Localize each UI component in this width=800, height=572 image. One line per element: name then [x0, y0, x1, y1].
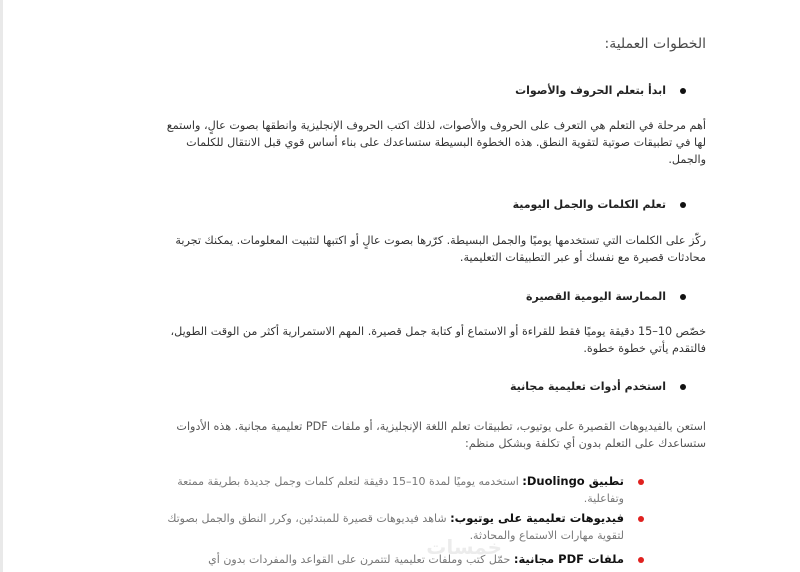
- step-heading-text: الممارسة اليومية القصيرة: [525, 290, 666, 303]
- red-bullet-icon: [638, 557, 644, 563]
- step-paragraph: خصّص 10–15 دقيقة يوميًا فقط للقراءة أو الاستماع أو كتابة جمل قصيرة. المهم الاستمرارية أكثر من الوقت الطويل، فالتقدم يأتي خطوة خطوة.: [170, 325, 706, 355]
- tool-name: تطبيق Duolingo:: [522, 474, 624, 488]
- step-heading-text: تعلم الكلمات والجمل اليومية: [512, 198, 666, 211]
- bullet-icon: [680, 294, 686, 300]
- watermark-logo: خمسات: [426, 535, 502, 559]
- page-edge: [0, 0, 3, 572]
- step-heading: [153, 290, 706, 303]
- tool-description: استخدمه يوميًا لمدة 10–15 دقيقة لتعلم كلمات وجمل جديدة بطريقة ممتعة وتفاعلية.: [177, 475, 624, 505]
- tool-name: ملفات PDF مجانية:: [513, 552, 624, 566]
- step-paragraph: استعن بالفيديوهات القصيرة على يوتيوب، تطبيقات تعلم اللغة الإنجليزية، أو ملفات PDF تعليمية مجانية. هذه الأدوات ستساعدك على التعلم بدون أي تكلفة وبشكل منظم:: [176, 420, 706, 450]
- tool-description: حمّل كتب وملفات تعليمية لتتمرن على القواعد والمفردات بدون أي: [208, 553, 511, 566]
- bullet-icon: [680, 88, 686, 94]
- step-heading-text: ابدأ بتعلم الحروف والأصوات: [515, 84, 666, 97]
- step-paragraph: أهم مرحلة في التعلم هي التعرف على الحروف والأصوات، لذلك اكتب الحروف الإنجليزية وانطقها بصوت عالٍ، واستمع لها في تطبيقات صوتية لتقوية النطق. هذه الخطوة البسيطة ستساعدك على بناء أساس قوي قبل الانتقال للكلمات والجمل.: [166, 119, 706, 166]
- tool-name: فيديوهات تعليمية على يوتيوب:: [450, 511, 624, 525]
- tool-description: شاهد فيديوهات قصيرة للمبتدئين، وكرر النطق والجمل بصوتك لتقوية مهارات الاستماع والمحادثة.: [167, 512, 624, 542]
- step-heading: [153, 84, 706, 97]
- red-bullet-icon: [638, 516, 644, 522]
- tool-list-item: [153, 473, 706, 507]
- bullet-icon: [680, 384, 686, 390]
- step-heading-text: استخدم أدوات تعليمية مجانية: [509, 380, 666, 393]
- red-bullet-icon: [638, 479, 644, 485]
- step-heading: [153, 198, 706, 211]
- bullet-icon: [680, 202, 686, 208]
- section-title: الخطوات العملية:: [604, 36, 706, 52]
- step-heading: [153, 380, 706, 393]
- step-paragraph: ركّز على الكلمات التي تستخدمها يوميًا والجمل البسيطة. كرّرها بصوت عالٍ أو اكتبها لتثبيت المعلومات. يمكنك تجربة محادثات قصيرة مع نفسك أو عبر التطبيقات التعليمية.: [175, 234, 706, 264]
